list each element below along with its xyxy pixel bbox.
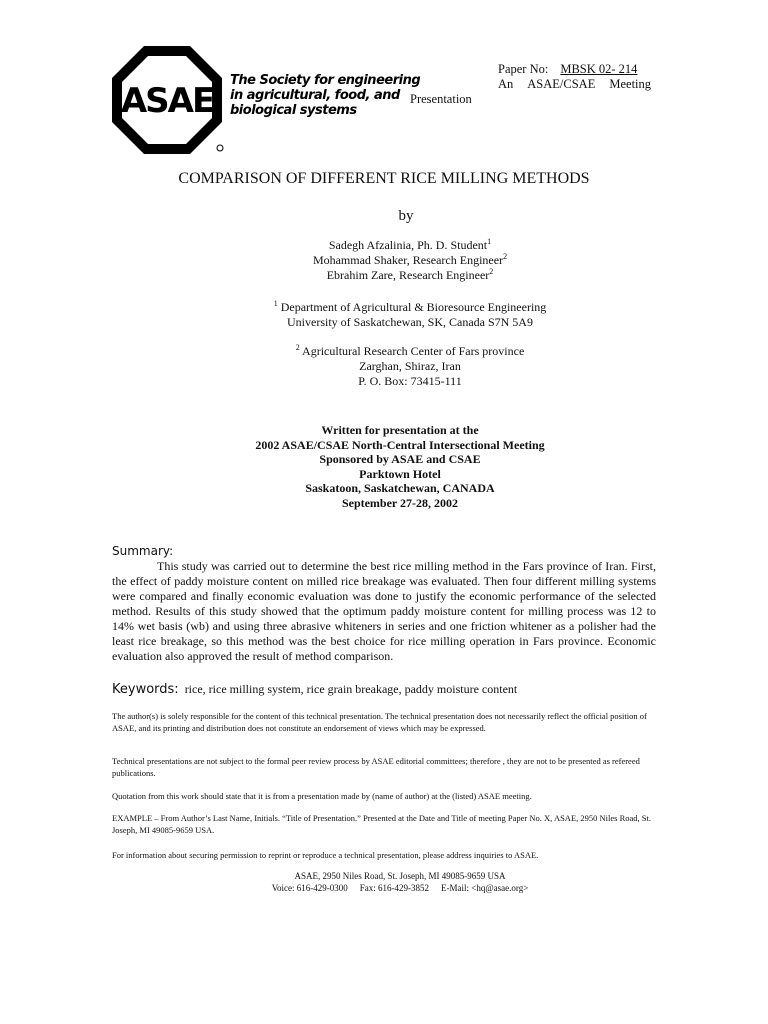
citation-example: EXAMPLE – From Author’s Last Name, Initials. “Title of Presentation.” Presented at the Date and Title of meeting Paper No. X, ASAE, 2950 Niles Road, St. Joseph, MI 49085-9659 USA. — [112, 813, 651, 835]
info-line: Written for presentation at the — [321, 423, 479, 437]
peer-review-note: Technical presentations are not subject to the formal peer review process by ASAE editorial committees; therefore , they are not to be presented as refereed publications. — [112, 756, 640, 778]
paper-title: COMPARISON OF DIFFERENT RICE MILLING METHODS — [178, 170, 590, 187]
tagline-line: biological systems — [230, 103, 357, 118]
paper-number — [498, 62, 637, 77]
meeting-word: An — [498, 77, 514, 91]
info-line: Sponsored by ASAE and CSAE — [319, 452, 481, 467]
meeting-word: Meeting — [609, 77, 652, 91]
info-line: Saskatoon, Saskatchewan, CANADA — [305, 481, 495, 496]
presentation-info — [200, 423, 600, 511]
tagline-line: The Society for engineering — [230, 73, 421, 88]
quotation-note: Quotation from this work should state that it is from a presentation made by (name of author) at the (listed) ASAE meeting. — [112, 791, 532, 801]
presentation-label: Presentation — [410, 92, 472, 106]
footer-email: E-Mail: <hq@asae.org> — [441, 882, 529, 893]
permission-note: For information about securing permission to reprint or reproduce a technical presentation, please address inquiries to ASAE. — [112, 850, 539, 860]
affiliation-1: $^1$ Department of Agricultural & Bioresource Engineering University of Saskatchewan, SK, Canada S7N 5A9 — [273, 299, 547, 329]
footer-voice: Voice: 616-429-0300 — [271, 882, 348, 893]
contact-footer — [200, 871, 600, 894]
by-label: by — [398, 208, 414, 224]
author: Mohammad Shaker, Research Engineer$^2$ — [312, 252, 508, 267]
meeting-word: ASAE/CSAE — [527, 77, 596, 91]
summary-text: This study was carried out to determine the best rice milling method in the Fars province of Iran. First, the effect of paddy moisture content on milled rice breakage was evaluated. Then four different milling systems were compared and finally economic evaluation was done to justify the economic performance of the selected method. Results of this study showed that the optimum paddy moisture content for milling process was 12 to 14% wet basis (wb) and using three abrasive whiteners in series and one friction whitener as a polisher had the least rice breakage, so this method was the best choice for rice milling operation in Fars province. Economic evaluation also approved the result of method comparison. — [112, 559, 656, 663]
footer-address: ASAE, 2950 Niles Road, St. Joseph, MI 49085-9659 USA — [294, 871, 506, 881]
summary-heading: Summary: — [112, 544, 174, 558]
info-line: 2002 ASAE/CSAE North-Central Intersectional Meeting — [255, 437, 545, 452]
keywords — [112, 680, 517, 698]
asae-logo — [108, 44, 226, 156]
tagline-line: in agricultural, food, and — [230, 88, 400, 103]
footer-fax: Fax: 616-429-3852 — [359, 882, 430, 893]
society-tagline — [230, 73, 420, 118]
keywords-label: Keywords: — [112, 682, 179, 697]
author: Sadegh Afzalinia, Ph. D. Student$^1$ — [328, 237, 492, 252]
affiliation-2: $^2$ Agricultural Research Center of Fars province Zarghan, Shiraz, Iran P. O. Box: 73415-111 — [295, 343, 525, 388]
paper-no-label: Paper No: — [498, 62, 549, 76]
logo-text: ASAE — [120, 81, 214, 121]
author: Ebrahim Zare, Research Engineer$^2$ — [326, 267, 494, 282]
author-list — [260, 238, 560, 283]
info-line: Parktown Hotel — [359, 466, 441, 481]
summary-body — [112, 559, 656, 664]
disclaimer-note: The author(s) is solely responsible for the content of this technical presentation. The technical presentation does not necessarily reflect the official position of ASAE, and its printing and distribution does not constitute an endorsement of views which may be expressed. — [112, 711, 647, 733]
info-line: September 27-28, 2002 — [341, 495, 459, 510]
keywords-value: rice, rice milling system, rice grain breakage, paddy moisture content — [184, 682, 518, 696]
meeting-line — [498, 77, 665, 92]
paper-no-value: MBSK 02- 214 — [560, 62, 638, 76]
